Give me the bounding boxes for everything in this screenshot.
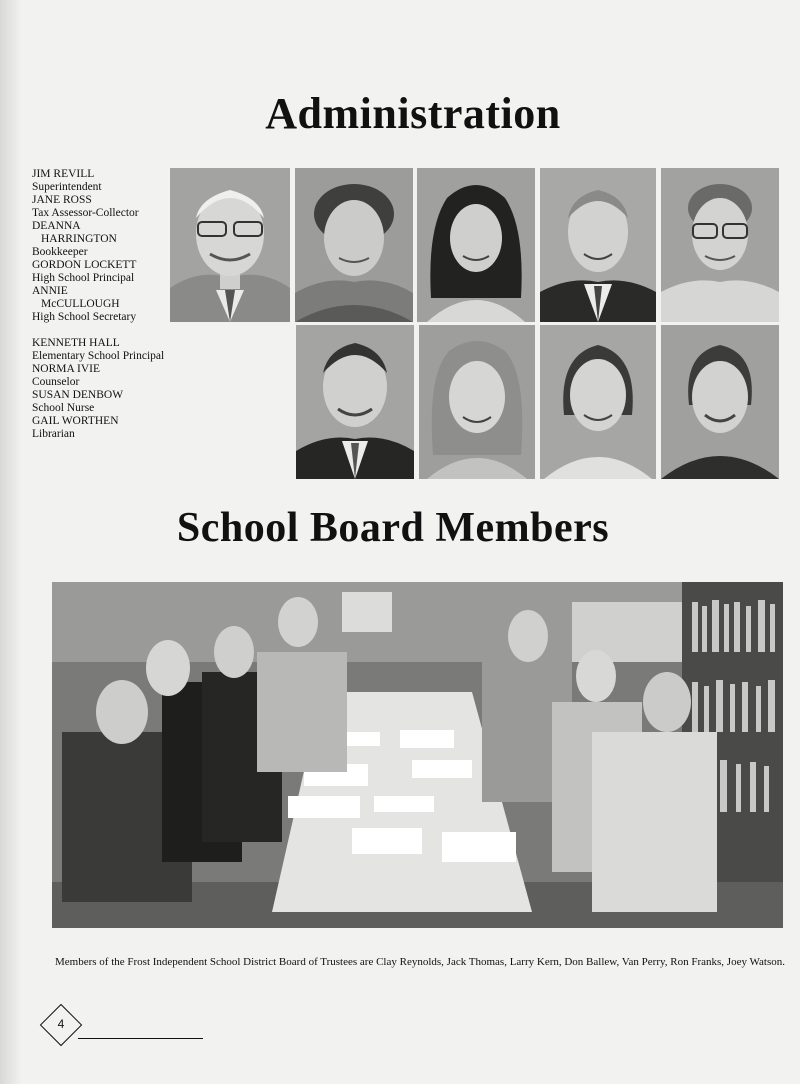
board-group-photo [52, 582, 783, 928]
staff-name: JANE ROSS [32, 194, 92, 206]
staff-entry [32, 389, 202, 415]
page-number: 4 [57, 1017, 65, 1031]
portrait-susan-denbow [540, 325, 656, 479]
staff-role: High School Secretary [32, 311, 137, 323]
staff-role: Counselor [32, 376, 80, 388]
staff-name-continued: HARRINGTON [41, 233, 117, 245]
staff-name: GAIL WORTHEN [32, 415, 119, 427]
staff-entry [32, 337, 202, 363]
school-board-title: School Board Members [176, 505, 610, 551]
staff-role: Librarian [32, 428, 75, 440]
staff-entry [32, 415, 202, 441]
page-number-marker [36, 1006, 206, 1050]
portrait-norma-ivie [419, 325, 535, 479]
staff-role: Elementary School Principal [32, 350, 165, 362]
staff-name: KENNETH HALL [32, 337, 120, 349]
staff-name: JIM REVILL [32, 168, 95, 180]
staff-role: Superintendent [32, 181, 102, 193]
portrait-annie-mccullough [661, 168, 779, 322]
staff-name: ANNIE [32, 285, 68, 297]
portrait-gordon-lockett [540, 168, 656, 322]
staff-name-continued: McCULLOUGH [41, 298, 120, 310]
portrait-jane-ross [295, 168, 413, 322]
staff-entry [32, 363, 202, 389]
staff-role: High School Principal [32, 272, 135, 284]
staff-name: GORDON LOCKETT [32, 259, 137, 271]
board-photo-caption: Members of the Frost Independent School District Board of Trustees are Clay Reynolds, Jack Thomas, Larry Kern, Don Ballew, Van Perry, Ron Franks, Joey Watson. [55, 956, 785, 968]
portrait-jim-revill [170, 168, 290, 322]
staff-role: Bookkeeper [32, 246, 88, 258]
staff-role: School Nurse [32, 402, 95, 414]
portrait-gail-worthen [661, 325, 779, 479]
staff-role: Tax Assessor-Collector [32, 207, 139, 219]
staff-name: DEANNA [32, 220, 81, 232]
portrait-kenneth-hall [296, 325, 414, 479]
staff-name: NORMA IVIE [32, 363, 101, 375]
portrait-deanna-harrington [417, 168, 535, 322]
page-rule [78, 1038, 203, 1039]
administration-title: Administration [265, 89, 561, 138]
staff-name: SUSAN DENBOW [32, 389, 124, 401]
